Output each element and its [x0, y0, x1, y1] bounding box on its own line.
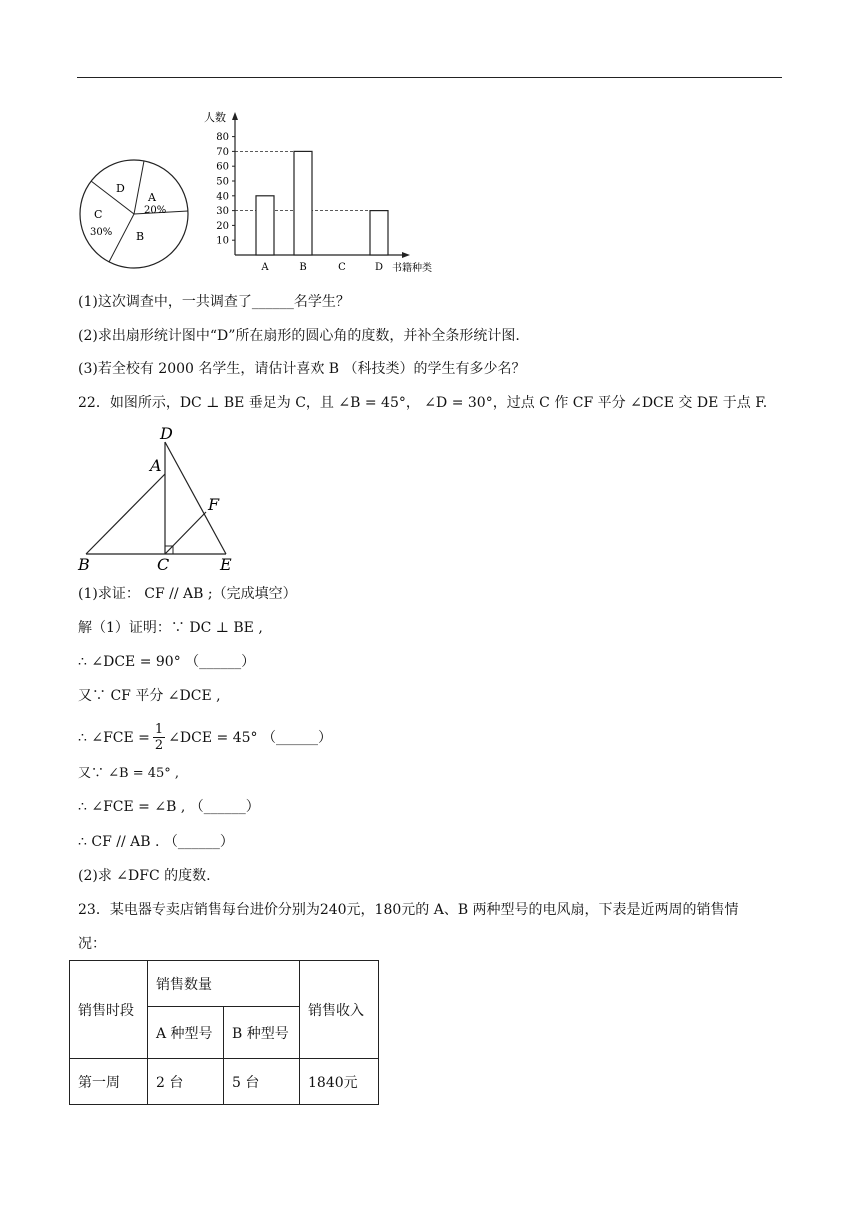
- x-tick-label: C: [338, 262, 346, 273]
- y-tick-label: 10: [216, 235, 229, 247]
- point-label-f: F: [208, 495, 220, 514]
- point-label-c: C: [157, 555, 170, 572]
- question-23-stem-line-2: 况：: [78, 936, 106, 952]
- segment-ab: [86, 474, 165, 554]
- table-header-type-a: A 种型号: [148, 1007, 224, 1059]
- header-rule: [77, 77, 782, 78]
- bar-a: [256, 196, 274, 255]
- x-axis-arrow-icon: [402, 252, 410, 258]
- question-22-part-1: (1)求证： CF // AB ;（完成填空）: [78, 586, 297, 602]
- fraction-numerator: 1: [154, 722, 164, 737]
- bar-chart-ylabel: 人数: [204, 111, 226, 124]
- proof-step-5: 又∵ ∠B = 45° ,: [78, 766, 180, 781]
- table-row: [70, 1059, 379, 1105]
- question-22-part-2: (2)求 ∠DFC 的度数.: [78, 868, 211, 884]
- statistics-figures: [72, 104, 452, 280]
- question-21-part-3: (3)若全校有 2000 名学生，请估计喜欢 B （科技类）的学生有多少名？: [78, 361, 526, 377]
- proof-step-2: ∴ ∠DCE = 90° （______）: [78, 654, 256, 670]
- pie-chart: [80, 160, 188, 268]
- fraction-one-half: [153, 722, 165, 753]
- table-header-row: [70, 961, 379, 1007]
- pie-divider-bc: [109, 214, 134, 262]
- x-tick-label: A: [261, 262, 269, 273]
- proof-step-3: 又∵ CF 平分 ∠DCE ,: [78, 688, 221, 704]
- point-label-d: D: [160, 424, 173, 443]
- point-label-e: E: [220, 555, 232, 572]
- table-header-income: 销售收入: [300, 961, 379, 1059]
- y-axis-arrow-icon: [232, 112, 238, 120]
- pie-label-c-percent: 30%: [90, 227, 113, 238]
- point-label-b: B: [78, 555, 90, 572]
- pie-label-a: A: [148, 191, 156, 204]
- question-22-stem: 22．如图所示，DC ⊥ BE 垂足为 C，且 ∠B = 45°， ∠D = 30°，过点 C 作 CF 平分 ∠DCE 交 DE 于点 F.: [78, 395, 768, 411]
- table-header-type-b: B 种型号: [224, 1007, 300, 1059]
- proof-step-4: [78, 722, 332, 753]
- y-tick-label: 40: [216, 191, 229, 203]
- y-tick-label: 50: [216, 176, 229, 188]
- fraction-denominator: 2: [154, 738, 164, 753]
- proof-step-4-suffix: ∠DCE = 45° （______）: [168, 729, 332, 746]
- table-cell-a: 2 台: [148, 1059, 224, 1105]
- y-tick-label: 20: [216, 220, 229, 232]
- bar-d: [370, 211, 388, 255]
- y-tick-label: 60: [216, 161, 229, 173]
- bar-chart-xlabel: 书籍种类: [392, 263, 432, 274]
- pie-label-a-percent: 20%: [144, 205, 167, 216]
- point-label-a: A: [150, 456, 162, 475]
- x-tick-label: B: [299, 262, 307, 273]
- question-21-part-2: (2)求出扇形统计图中“D”所在扇形的圆心角的度数，并补全条形统计图.: [78, 328, 520, 344]
- pie-label-b: B: [136, 230, 145, 243]
- geometry-figure: [74, 424, 274, 572]
- table-cell-income: 1840元: [300, 1059, 379, 1105]
- table-header-period: 销售时段: [70, 961, 148, 1059]
- bar-b: [294, 151, 312, 255]
- table-cell-b: 5 台: [224, 1059, 300, 1105]
- y-tick-label: 30: [216, 206, 229, 218]
- table-cell-period: 第一周: [70, 1059, 148, 1105]
- sales-table: [69, 960, 379, 1105]
- table-header-quantity: 销售数量: [148, 961, 300, 1007]
- proof-step-6: ∴ ∠FCE = ∠B , （______）: [78, 799, 260, 815]
- x-tick-label: D: [374, 262, 384, 273]
- y-tick-label: 80: [216, 132, 229, 144]
- pie-label-c: C: [94, 208, 103, 221]
- question-21-part-1: (1)这次调查中，一共调查了______名学生？: [78, 294, 350, 310]
- pie-label-d: D: [116, 182, 125, 195]
- pie-divider-ad: [134, 161, 144, 214]
- proof-step-4-prefix: ∴ ∠FCE =: [78, 729, 150, 746]
- segment-cf: [165, 512, 206, 554]
- bar-chart: [204, 110, 432, 274]
- y-tick-label: 70: [216, 146, 229, 158]
- question-23-stem-line-1: 23．某电器专卖店销售每台进价分别为240元，180元的 A、B 两种型号的电风扇，下表是近两周的销售情: [78, 902, 739, 918]
- proof-step-1: 解（1）证明：∵ DC ⊥ BE ,: [78, 620, 263, 636]
- proof-step-7: ∴ CF // AB . （______）: [78, 834, 234, 850]
